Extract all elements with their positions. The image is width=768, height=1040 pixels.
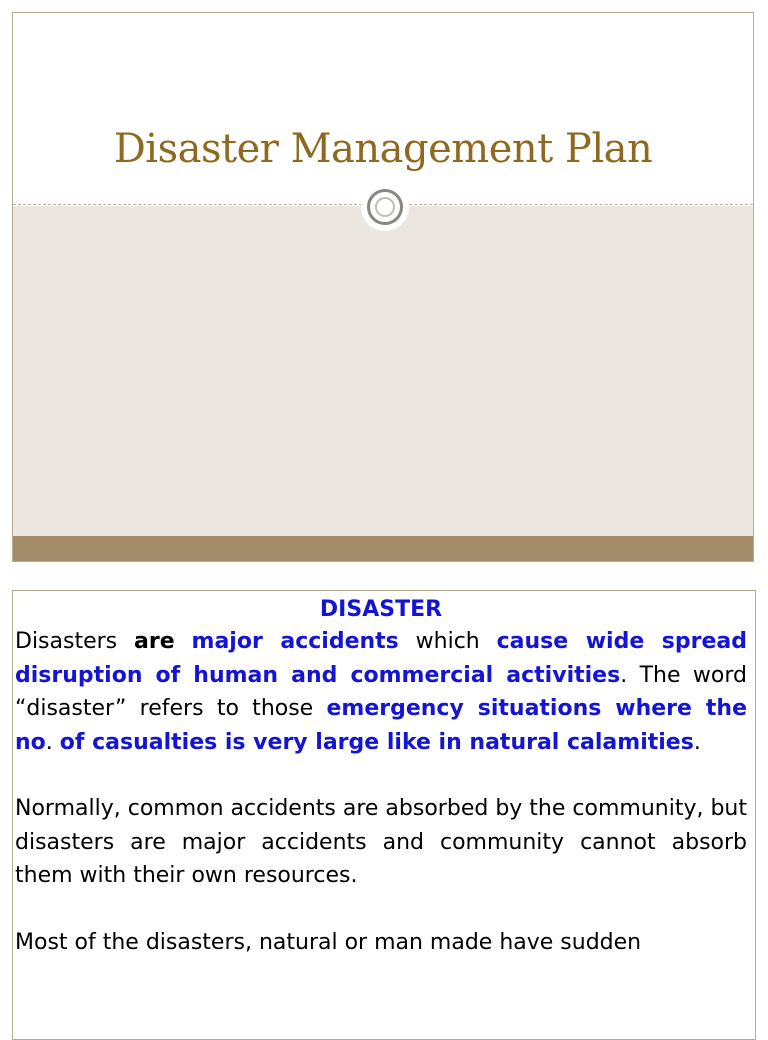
slide-heading: DISASTER [319,597,443,622]
text-run: . [45,729,60,755]
highlight-text: of casualties is very large like in natural calamities [59,729,694,755]
circle-ornament-icon [361,183,409,231]
slide-content [15,595,747,959]
content-slide [12,590,756,1040]
text-run: which [398,629,497,654]
text-run: . [693,729,701,755]
highlight-text: major accidents [191,629,399,654]
slide-title: Disaster Management Plan [113,126,653,172]
definition-paragraph [15,625,747,759]
text-run [175,629,192,654]
ring-inner [375,197,395,217]
ring-outer [367,189,403,225]
footer-band [13,536,753,561]
title-slide [12,12,754,562]
text-run: Disasters [15,629,135,654]
highlight-text: emergency situations where the no [15,696,747,755]
subtitle-panel [13,206,753,537]
emphasis-text: are [134,629,175,654]
highlight-text: cause wide spread disruption of human and commercial activities [15,629,748,688]
text-run: . The word “disaster” refers to those [15,662,747,721]
title-area [13,13,753,205]
absorption-paragraph: Normally, common accidents are absorbed by the community, but disasters are major accidents and community cannot absorb them with their own resources. [15,796,747,888]
sudden-paragraph: Most of the disasters, natural or man made have sudden [15,929,642,955]
